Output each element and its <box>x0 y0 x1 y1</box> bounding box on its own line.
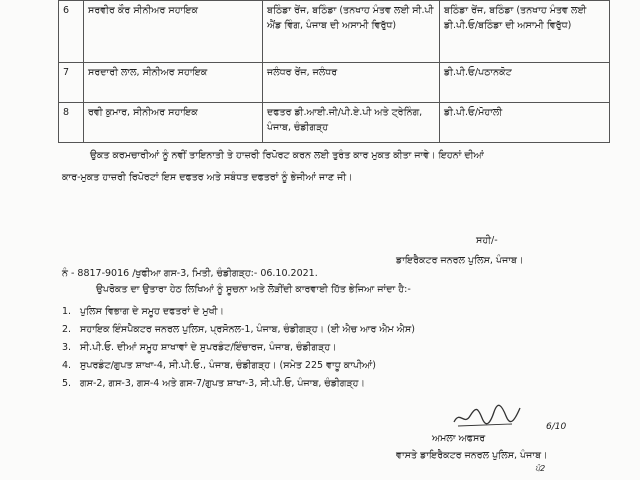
table-row <box>59 103 610 143</box>
signed-mark: ਸਹੀ/- <box>476 235 498 246</box>
officer-designation: ਵਾਸਤੇ ਡਾਇਰੈਕਟਰ ਜਨਰਲ ਪੁਲਿਸ, ਪੰਜਾਬ। <box>396 450 548 461</box>
endorsement-number: ਨੰ - 8817-9016 /ਖੁਫੀਆ ਗਸ-3, ਮਿਤੀ, ਚੰਡੀਗੜ੍ਹ:- 06.10.2021. <box>62 268 318 279</box>
handwritten-mark: ਪੰ2 <box>535 464 546 473</box>
list-item <box>62 306 224 317</box>
table-row <box>59 63 610 103</box>
paragraph-line-2: ਕਾਰ-ਮੁਕਤ ਹਾਜ਼ਰੀ ਰਿਪੋਰਟਾਂ ਇਸ ਦਫਤਰ ਅਤੇ ਸਬੰਧਤ ਦਫਤਰਾਂ ਨੂੰ ਭੇਜੀਆਂ ਜਾਣ ਜੀ। <box>62 172 353 183</box>
list-item <box>62 378 365 389</box>
officer-title: ਅਮਲਾ ਅਫਸਰ <box>432 433 486 444</box>
paragraph-line-1: ਉਕਤ ਕਰਮਚਾਰੀਆਂ ਨੂੰ ਨਵੀਂ ਤਾਇਨਾਤੀ ਤੇ ਹਾਜ਼ਰੀ ਰਿਪੋਰਟ ਕਰਨ ਲਈ ਤੁਰੰਤ ਕਾਰ ਮੁਕਤ ਕੀਤਾ ਜਾਵੇ। ਇਹਨਾਂ ਦੀਆਂ <box>90 150 484 161</box>
serial-cell: 7 <box>59 63 84 103</box>
list-item <box>62 324 415 335</box>
item-number: 5. <box>62 378 72 389</box>
item-text: ਪੁਲਿਸ ਵਿਭਾਗ ਦੇ ਸਮੂਹ ਦਫਤਰਾਂ ਦੇ ਮੁਖੀ। <box>80 306 224 317</box>
list-item <box>62 342 337 353</box>
from-cell: ਦਫਤਰ ਡੀ.ਆਈ.ਜੀ/ਪੀ.ਏ.ਪੀ ਅਤੇ ਟ੍ਰੇਨਿੰਗ, ਪੰਜਾਬ, ਚੰਡੀਗੜ੍ਹ <box>263 103 440 143</box>
from-cell: ਜਲੰਧਰ ਰੇਂਜ, ਜਲੰਧਰ <box>263 63 440 103</box>
forward-text: ਉਪਰੋਕਤ ਦਾ ਉਤਾਰਾ ਹੇਠ ਲਿਖਿਆਂ ਨੂੰ ਸੂਚਨਾ ਅਤੇ ਲੋੜੀਂਦੀ ਕਾਰਵਾਈ ਹਿੱਤ ਭੇਜਿਆ ਜਾਂਦਾ ਹੈ:- <box>96 284 411 295</box>
serial-cell: 6 <box>59 1 84 63</box>
item-number: 2. <box>62 324 72 335</box>
item-text: ਸਹਾਇਕ ਇੰਸਪੈਕਟਰ ਜਨਰਲ ਪੁਲਿਸ, ਪ੍ਰਸੋਨਲ-1, ਪੰਜਾਬ, ਚੰਡੀਗੜ੍ਹ। (ਈ ਐਚ ਆਰ ਐਮ ਐਸ) <box>80 324 415 335</box>
from-cell: ਬਠਿੰਡਾ ਰੇਂਜ, ਬਠਿੰਡਾ (ਤਨਖਾਹ ਮੰਤਵ ਲਈ ਸੀ.ਪੀ ਐਂਡ ਵਿੰਗ, ਪੰਜਾਬ ਦੀ ਅਸਾਮੀ ਵਿਰੁੱਧ) <box>263 1 440 63</box>
name-cell: ਸਰਦਾਰੀ ਲਾਲ, ਸੀਨੀਅਰ ਸਹਾਇਕ <box>84 63 263 103</box>
table-row <box>59 1 610 63</box>
to-cell: ਡੀ.ਪੀ.ਓ/ਮੋਹਾਲੀ <box>440 103 610 143</box>
to-cell: ਬਠਿੰਡਾ ਰੇਂਜ, ਬਠਿੰਡਾ (ਤਨਖਾਹ ਮੰਤਵ ਲਈ ਡੀ.ਪੀ.ਓ/ਬਠਿੰਡਾ ਦੀ ਅਸਾਮੀ ਵਿਰੁੱਧ) <box>440 1 610 63</box>
list-item <box>62 360 376 371</box>
item-number: 1. <box>62 306 72 317</box>
transfer-table <box>58 0 610 143</box>
item-number: 4. <box>62 360 72 371</box>
name-cell: ਰਵੀ ਕੁਮਾਰ, ਸੀਨੀਅਰ ਸਹਾਇਕ <box>84 103 263 143</box>
handwritten-signature <box>452 402 522 430</box>
to-cell: ਡੀ.ਪੀ.ਓ/ਪਠਾਨਕੋਟ <box>440 63 610 103</box>
signature-date: 6/10 <box>546 422 567 432</box>
name-cell: ਸਰਵੀਰ ਕੌਰ ਸੀਨੀਅਰ ਸਹਾਇਕ <box>84 1 263 63</box>
item-text: ਗਸ-2, ਗਸ-3, ਗਸ-4 ਅਤੇ ਗਸ-7/ਗੁਪਤ ਸ਼ਾਖਾ-3, ਸੀ.ਪੀ.ਓ, ਪੰਜਾਬ, ਚੰਡੀਗੜ੍ਹ। <box>80 378 365 389</box>
item-text: ਸੁਪਰਡੰਟ/ਗੁਪਤ ਸ਼ਾਖਾ-4, ਸੀ.ਪੀ.ਓ., ਪੰਜਾਬ, ਚੰਡੀਗੜ੍ਹ। (ਸਮੇਤ 225 ਵਾਧੂ ਕਾਪੀਆਂ) <box>80 360 377 371</box>
item-text: ਸੀ.ਪੀ.ਓ. ਦੀਆਂ ਸਮੂਹ ਸ਼ਾਖਾਵਾਂ ਦੇ ਸੁਪਰਡੰਟ/ਇੰਚਾਰਜ, ਪੰਜਾਬ, ਚੰਡੀਗੜ੍ਹ। <box>80 342 337 353</box>
serial-cell: 8 <box>59 103 84 143</box>
signatory-designation: ਡਾਇਰੈਕਟਰ ਜਨਰਲ ਪੁਲਿਸ, ਪੰਜਾਬ। <box>396 255 524 266</box>
item-number: 3. <box>62 342 72 353</box>
